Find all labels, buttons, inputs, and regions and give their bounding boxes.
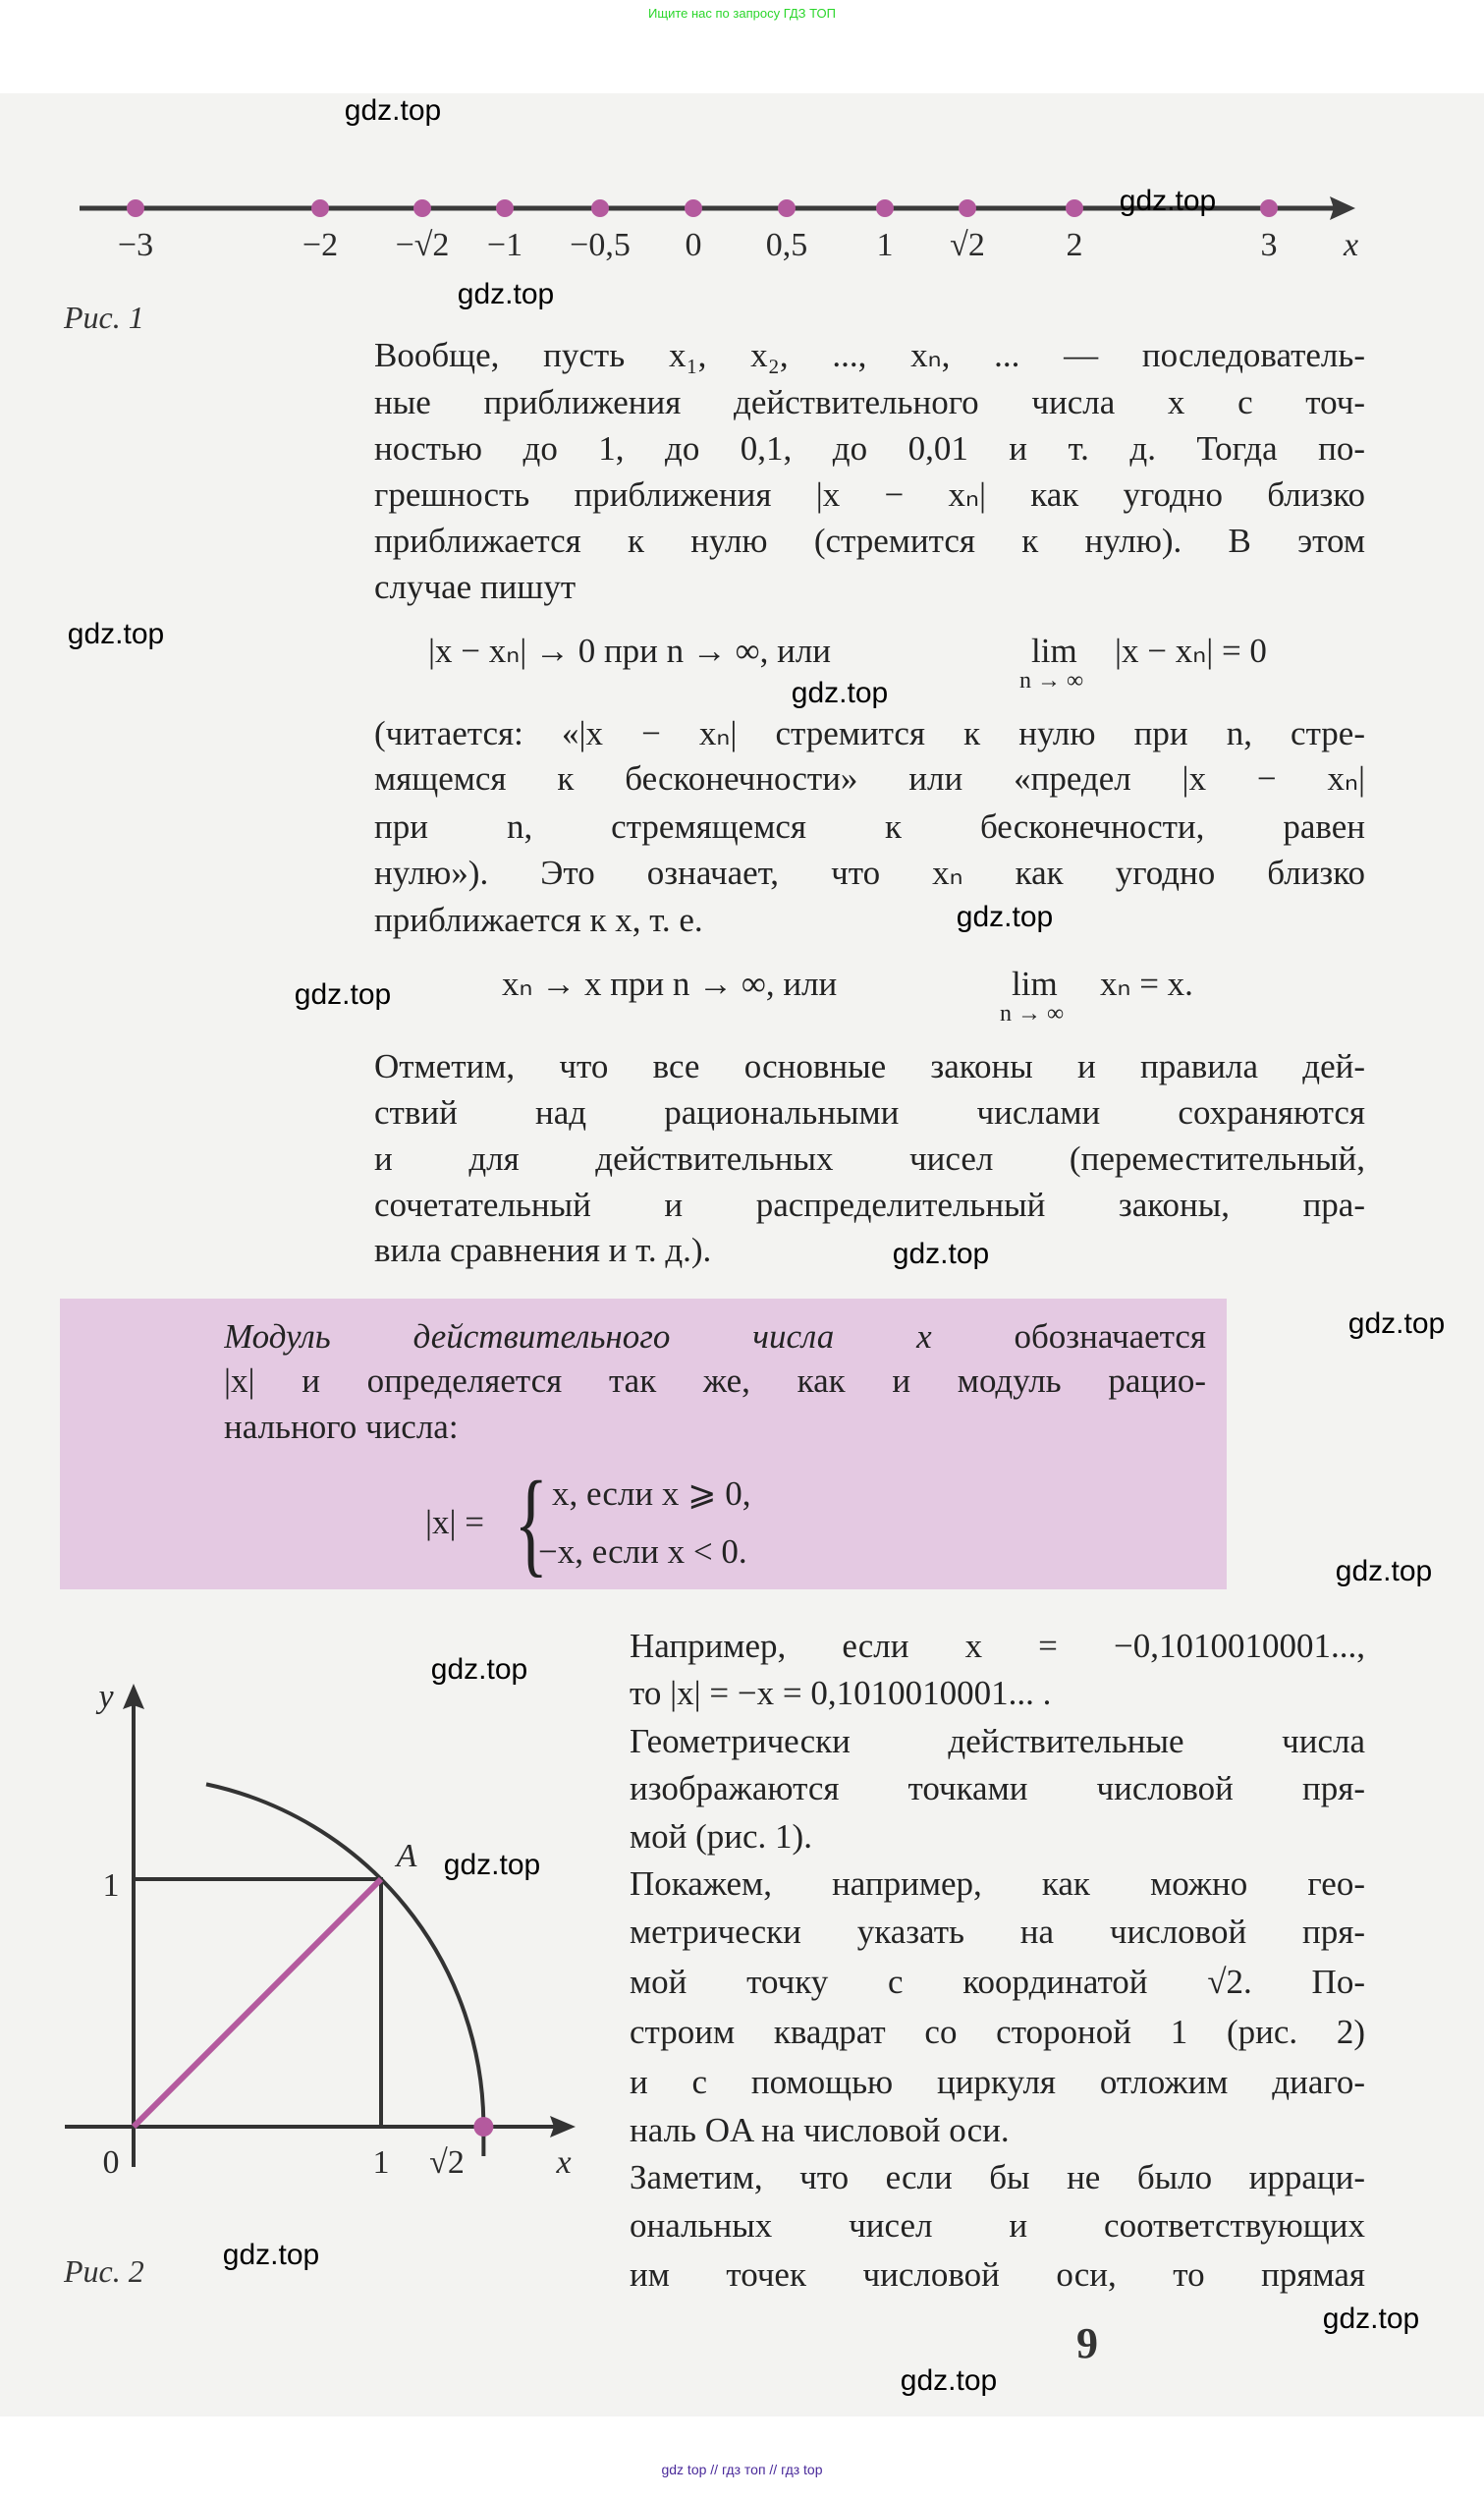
formula-1-lim-sub: n → ∞ [1019,668,1084,694]
figure-2-caption: Рис. 2 [64,2253,144,2289]
watermark: gdz.top [344,94,442,127]
right-column-line: и с помощью циркуля отложим диаго- [630,2063,1365,2101]
page-number: 9 [1076,2319,1098,2367]
number-line-label: 0,5 [765,227,808,263]
number-line-label: −3 [117,227,154,263]
number-line-label: −2 [302,227,339,263]
formula-2-lim: lim [1012,965,1058,1003]
paragraph2-line: при n, стремящемся к бесконечности, равен [374,807,1365,846]
definition-line-3: нального числа: [224,1408,459,1446]
number-line-label: 0 [685,227,702,263]
paragraph1-line: случае пишут [374,568,577,606]
number-line-label: −√2 [395,227,450,263]
right-column-line: изображаются точками числовой пря- [630,1769,1365,1807]
watermark: gdz.top [294,978,392,1011]
watermark: gdz.top [900,2364,998,2397]
right-column-line: ональных чисел и соответствующих [630,2206,1365,2245]
paragraph3-line: вила сравнения и т. д.). [374,1231,712,1269]
watermark: gdz.top [956,901,1054,933]
number-line-label: −1 [486,227,523,263]
abs-formula-left: |x| = [425,1503,485,1541]
number-line-label: 3 [1260,227,1278,263]
number-line-label: −0,5 [570,227,631,263]
watermark: gdz.top [1119,185,1217,217]
right-column-line: Геометрически действительные числа [630,1722,1365,1760]
header-banner: Ищите нас по запросу ГДЗ ТОП [648,6,836,21]
watermark: gdz.top [791,677,889,709]
watermark: gdz.top [1347,1307,1446,1340]
formula-2-right: xₙ = x. [1100,965,1193,1003]
number-line-label: 2 [1066,227,1083,263]
footer-banner: gdz top // гдз топ // гдз top [661,2462,823,2477]
watermark: gdz.top [1335,1555,1433,1587]
paragraph3-line: сочетательный и распределительный законы, пра- [374,1186,1365,1224]
x-tick-1: 1 [372,2144,390,2181]
right-column-line: мой (рис. 1). [630,1817,812,1856]
right-column-line: Покажем, например, как можно гео- [630,1864,1365,1903]
paragraph1-line: приближается к нулю (стремится к нулю). В этом [374,522,1365,560]
sqrt2-point [473,2117,493,2137]
paragraph1-line: Вообще, пусть x₁, x₂, ..., xₙ, ... — последователь- [374,336,1365,374]
watermark: gdz.top [457,278,555,310]
formula-1-lim: lim [1031,632,1077,670]
figure-1-caption: Рис. 1 [64,300,144,335]
abs-case-1: x, если x ⩾ 0, [552,1474,751,1513]
x-axis-label: x [556,2144,572,2181]
number-line-label: 1 [876,227,894,263]
paragraph2-line: нулю»). Это означает, что xₙ как угодно близко [374,854,1365,892]
paragraph1-line: ностью до 1, до 0,1, до 0,01 и т. д. Тогда по- [374,429,1365,468]
right-column-line: мой точку с координатой √2. По- [630,1963,1365,2001]
paragraph2-line: мящемся к бесконечности» или «предел |x − xₙ| [374,759,1365,798]
paragraph2-line: (читается: «|x − xₙ| стремится к нулю при n, стре- [374,714,1365,752]
number-line-point [778,199,796,217]
right-column-line: строим квадрат со стороной 1 (рис. 2) [630,2013,1365,2051]
definition-line-1-rest: обозначается [1014,1317,1206,1356]
right-column-line: то |x| = −x = 0,1010010001... . [630,1674,1052,1712]
formula-1-right: |x − xₙ| = 0 [1115,632,1267,670]
right-column-line: Например, если x = −0,1010010001..., [630,1627,1365,1665]
compass-arc [206,1784,483,2127]
point-A-label: A [396,1838,417,1874]
formula-2-left: xₙ → x при n → ∞, или [502,965,838,1003]
paragraph1-line: грешность приближения |x − xₙ| как угодно близко [374,475,1365,514]
watermark: gdz.top [430,1653,528,1686]
number-line-point [1260,199,1278,217]
axis-label-x: x [1344,227,1359,263]
paragraph2-line: приближается к x, т. е. [374,901,703,939]
number-line-point [876,199,894,217]
right-column-line: им точек числовой оси, то прямая [630,2255,1365,2294]
formula-2-lim-sub: n → ∞ [1000,1001,1065,1027]
x-tick-sqrt2: √2 [429,2144,465,2181]
figure-2-square-diagonal [0,0,687,2498]
diagonal-OA [134,1879,381,2127]
definition-line-2: |x| и определяется так же, как и модуль рацио- [224,1361,1206,1400]
right-column-line: метрически указать на числовой пря- [630,1913,1365,1951]
brace-symbol: { [514,1457,549,1587]
paragraph1-line: ные приближения действительного числа x с точ- [374,383,1365,421]
watermark: gdz.top [443,1849,541,1881]
number-line-point [959,199,976,217]
number-line-label: √2 [950,227,985,263]
watermark: gdz.top [1322,2303,1420,2335]
definition-term: Модуль действительного числа x [224,1317,932,1356]
paragraph3-line: и для действительных чисел (переместительный, [374,1139,1365,1178]
formula-1-left: |x − xₙ| → 0 при n → ∞, или [428,632,832,670]
y-tick-1: 1 [102,1867,120,1904]
origin-label: 0 [102,2144,120,2181]
abs-case-2: −x, если x < 0. [538,1532,747,1571]
watermark: gdz.top [67,618,165,650]
y-axis-label: y [98,1679,114,1715]
right-column-line: наль OA на числовой оси. [630,2111,1010,2149]
number-line-point [1066,199,1083,217]
watermark: gdz.top [222,2239,320,2271]
paragraph3-line: ствий над рациональными числами сохраняются [374,1093,1365,1132]
right-column-line: Заметим, что если бы не было ирраци- [630,2158,1365,2196]
paragraph3-line: Отметим, что все основные законы и правила дей- [374,1047,1365,1085]
watermark: gdz.top [892,1238,990,1270]
